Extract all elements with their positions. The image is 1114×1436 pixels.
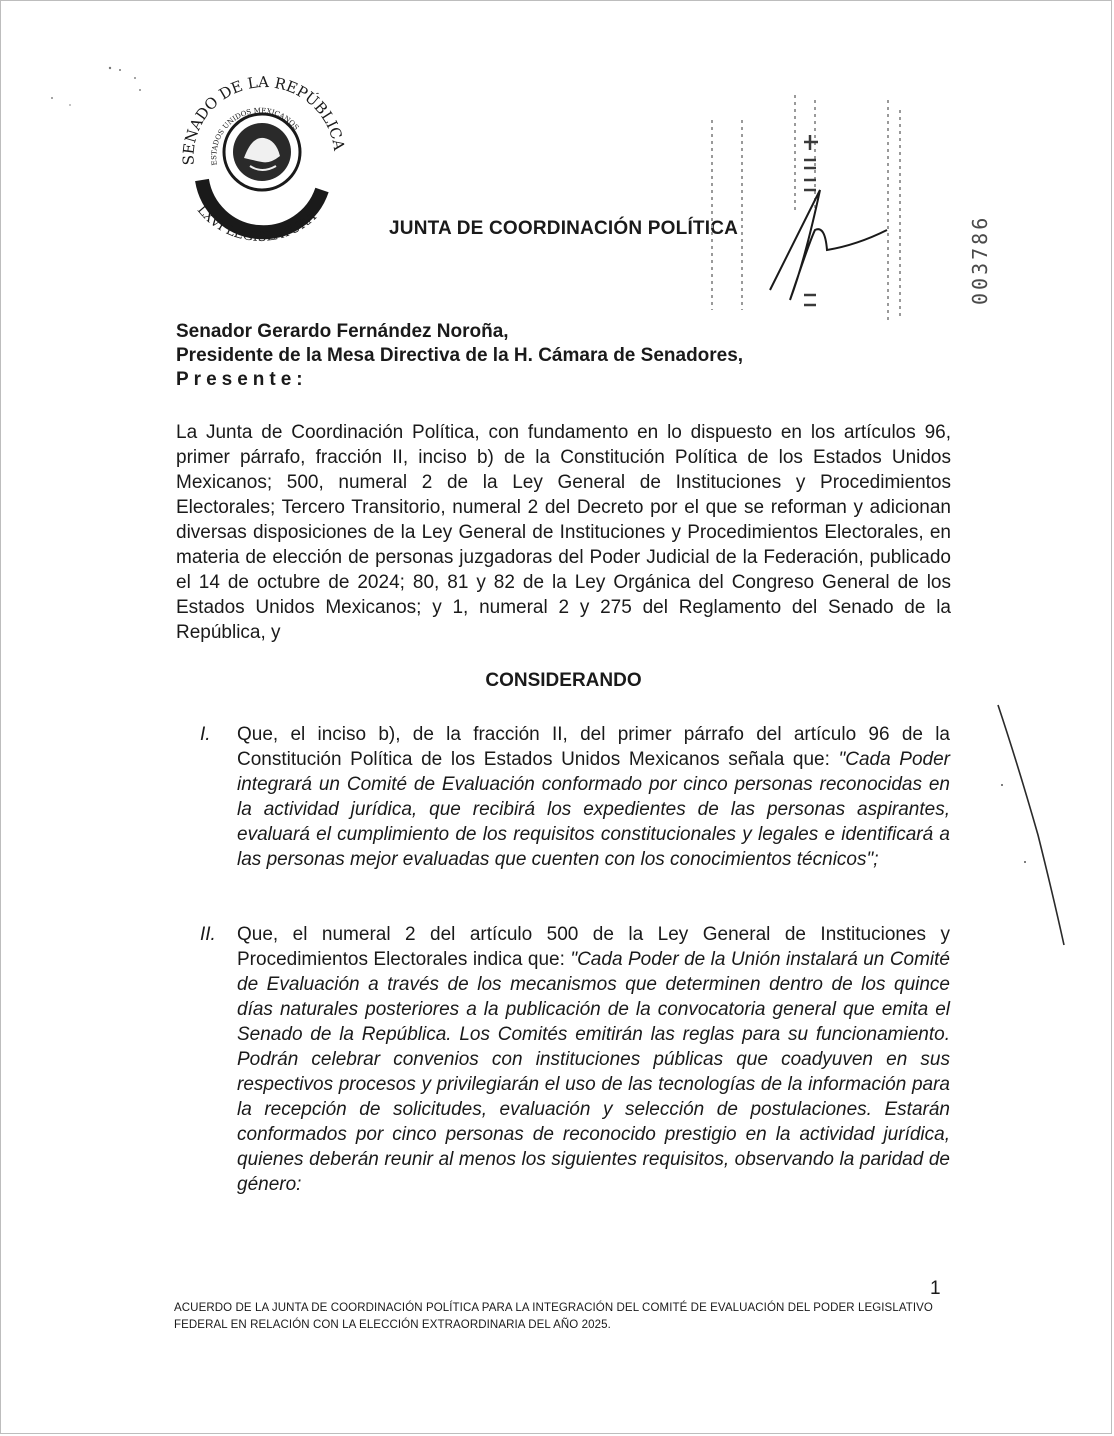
- item-quote: "Cada Poder integrará un Comité de Evaluación conformado por cinco personas reconocidas en la actividad jurídica, que recibirá los expedientes de las personas aspirantes, evaluará el cumplimiento de los requisitos constitucionales y legales e identificará a las personas mejor evaluadas que cuenten con los conocimientos técnicos";: [237, 749, 950, 870]
- item-number: I.: [200, 724, 211, 745]
- header-title: JUNTA DE COORDINACIÓN POLÍTICA: [389, 218, 739, 239]
- considerando-heading: CONSIDERANDO: [485, 670, 642, 691]
- senate-seal-logo: [172, 70, 352, 245]
- intro-paragraph: La Junta de Coordinación Política, con fundamento en lo dispuesto en los artículos 96, primer párrafo, fracción II, inciso b) de la Constitución Política de los Estados Unidos Mexicanos; 500, numeral 2 de la Ley General de Instituciones y Procedimientos Electorales; Tercero Transitorio, numeral 2 del Decreto por el que se reforman y adicionan diversas disposiciones de la Ley General de Instituciones y Procedimientos Electorales, en materia de elección de personas juzgadoras del Poder Judicial de la Federación, publicado el 14 de octubre de 2024; 80, 81 y 82 de la Ley Orgánica del Congreso General de los Estados Unidos Mexicanos; y 1, numeral 2 y 275 del Reglamento del Senado de la República, y: [176, 422, 951, 643]
- item-text: [237, 722, 950, 872]
- addressee-greeting: Presente:: [176, 369, 308, 390]
- item-body: Que, el numeral 2 del artículo 500 de la Ley General de Instituciones y Procedimientos Electorales indica que:: [237, 924, 950, 970]
- addressee-position: Presidente de la Mesa Directiva de la H. Cámara de Senadores,: [176, 345, 744, 366]
- seal-arc-bottom: LXVI LEGISLATURA: [193, 202, 320, 245]
- footer-text: ACUERDO DE LA JUNTA DE COORDINACIÓN POLÍTICA PARA LA INTEGRACIÓN DEL COMITÉ DE EVALUACIÓN DEL PODER LEGISLATIVO FEDERAL EN RELACIÓN CON LA ELECCIÓN EXTRAORDINARIA DEL AÑO 2025.: [174, 1302, 933, 1331]
- considerando-item: [200, 722, 950, 872]
- item-quote: "Cada Poder de la Unión instalará un Comité de Evaluación a través de los mecanismos que determinen dentro de los quince días naturales posteriores a la publicación de la convocatoria general que emita el Senado de la República. Los Comités emitirán las reglas para su funcionamiento. Podrán celebrar convenios con instituciones públicas que coadyuven en sus respectivos procesos y privilegiarán el uso de las tecnologías de la información para la recepción de solicitudes, evaluación y selección de postulaciones. Estarán conformados por cinco personas de reconocido prestigio en la actividad jurídica, quienes deberán reunir al menos los siguientes requisitos, observando la paridad de género:: [237, 949, 951, 1195]
- item-body: Que, el inciso b), de la fracción II, del primer párrafo del artículo 96 de la Constitución Política de los Estados Unidos Mexicanos señala que:: [237, 724, 950, 770]
- signature-icon: [770, 190, 887, 300]
- seal-arc-top: SENADO DE LA REPÚBLICA: [179, 73, 349, 166]
- addressee-name: Senador Gerardo Fernández Noroña,: [176, 321, 509, 342]
- addressee-block: [176, 320, 743, 392]
- reception-stamp: [700, 90, 930, 335]
- scan-specks: [40, 60, 160, 120]
- folio-stamp: 003786: [968, 214, 992, 306]
- considerando-item: [200, 922, 950, 1197]
- page-number: 1: [930, 1278, 941, 1299]
- item-number: II.: [200, 924, 216, 945]
- item-text: [237, 922, 950, 1197]
- margin-pen-mark: [990, 700, 1070, 950]
- seal-arc-inner: ESTADOS UNIDOS MEXICANOS: [210, 106, 301, 166]
